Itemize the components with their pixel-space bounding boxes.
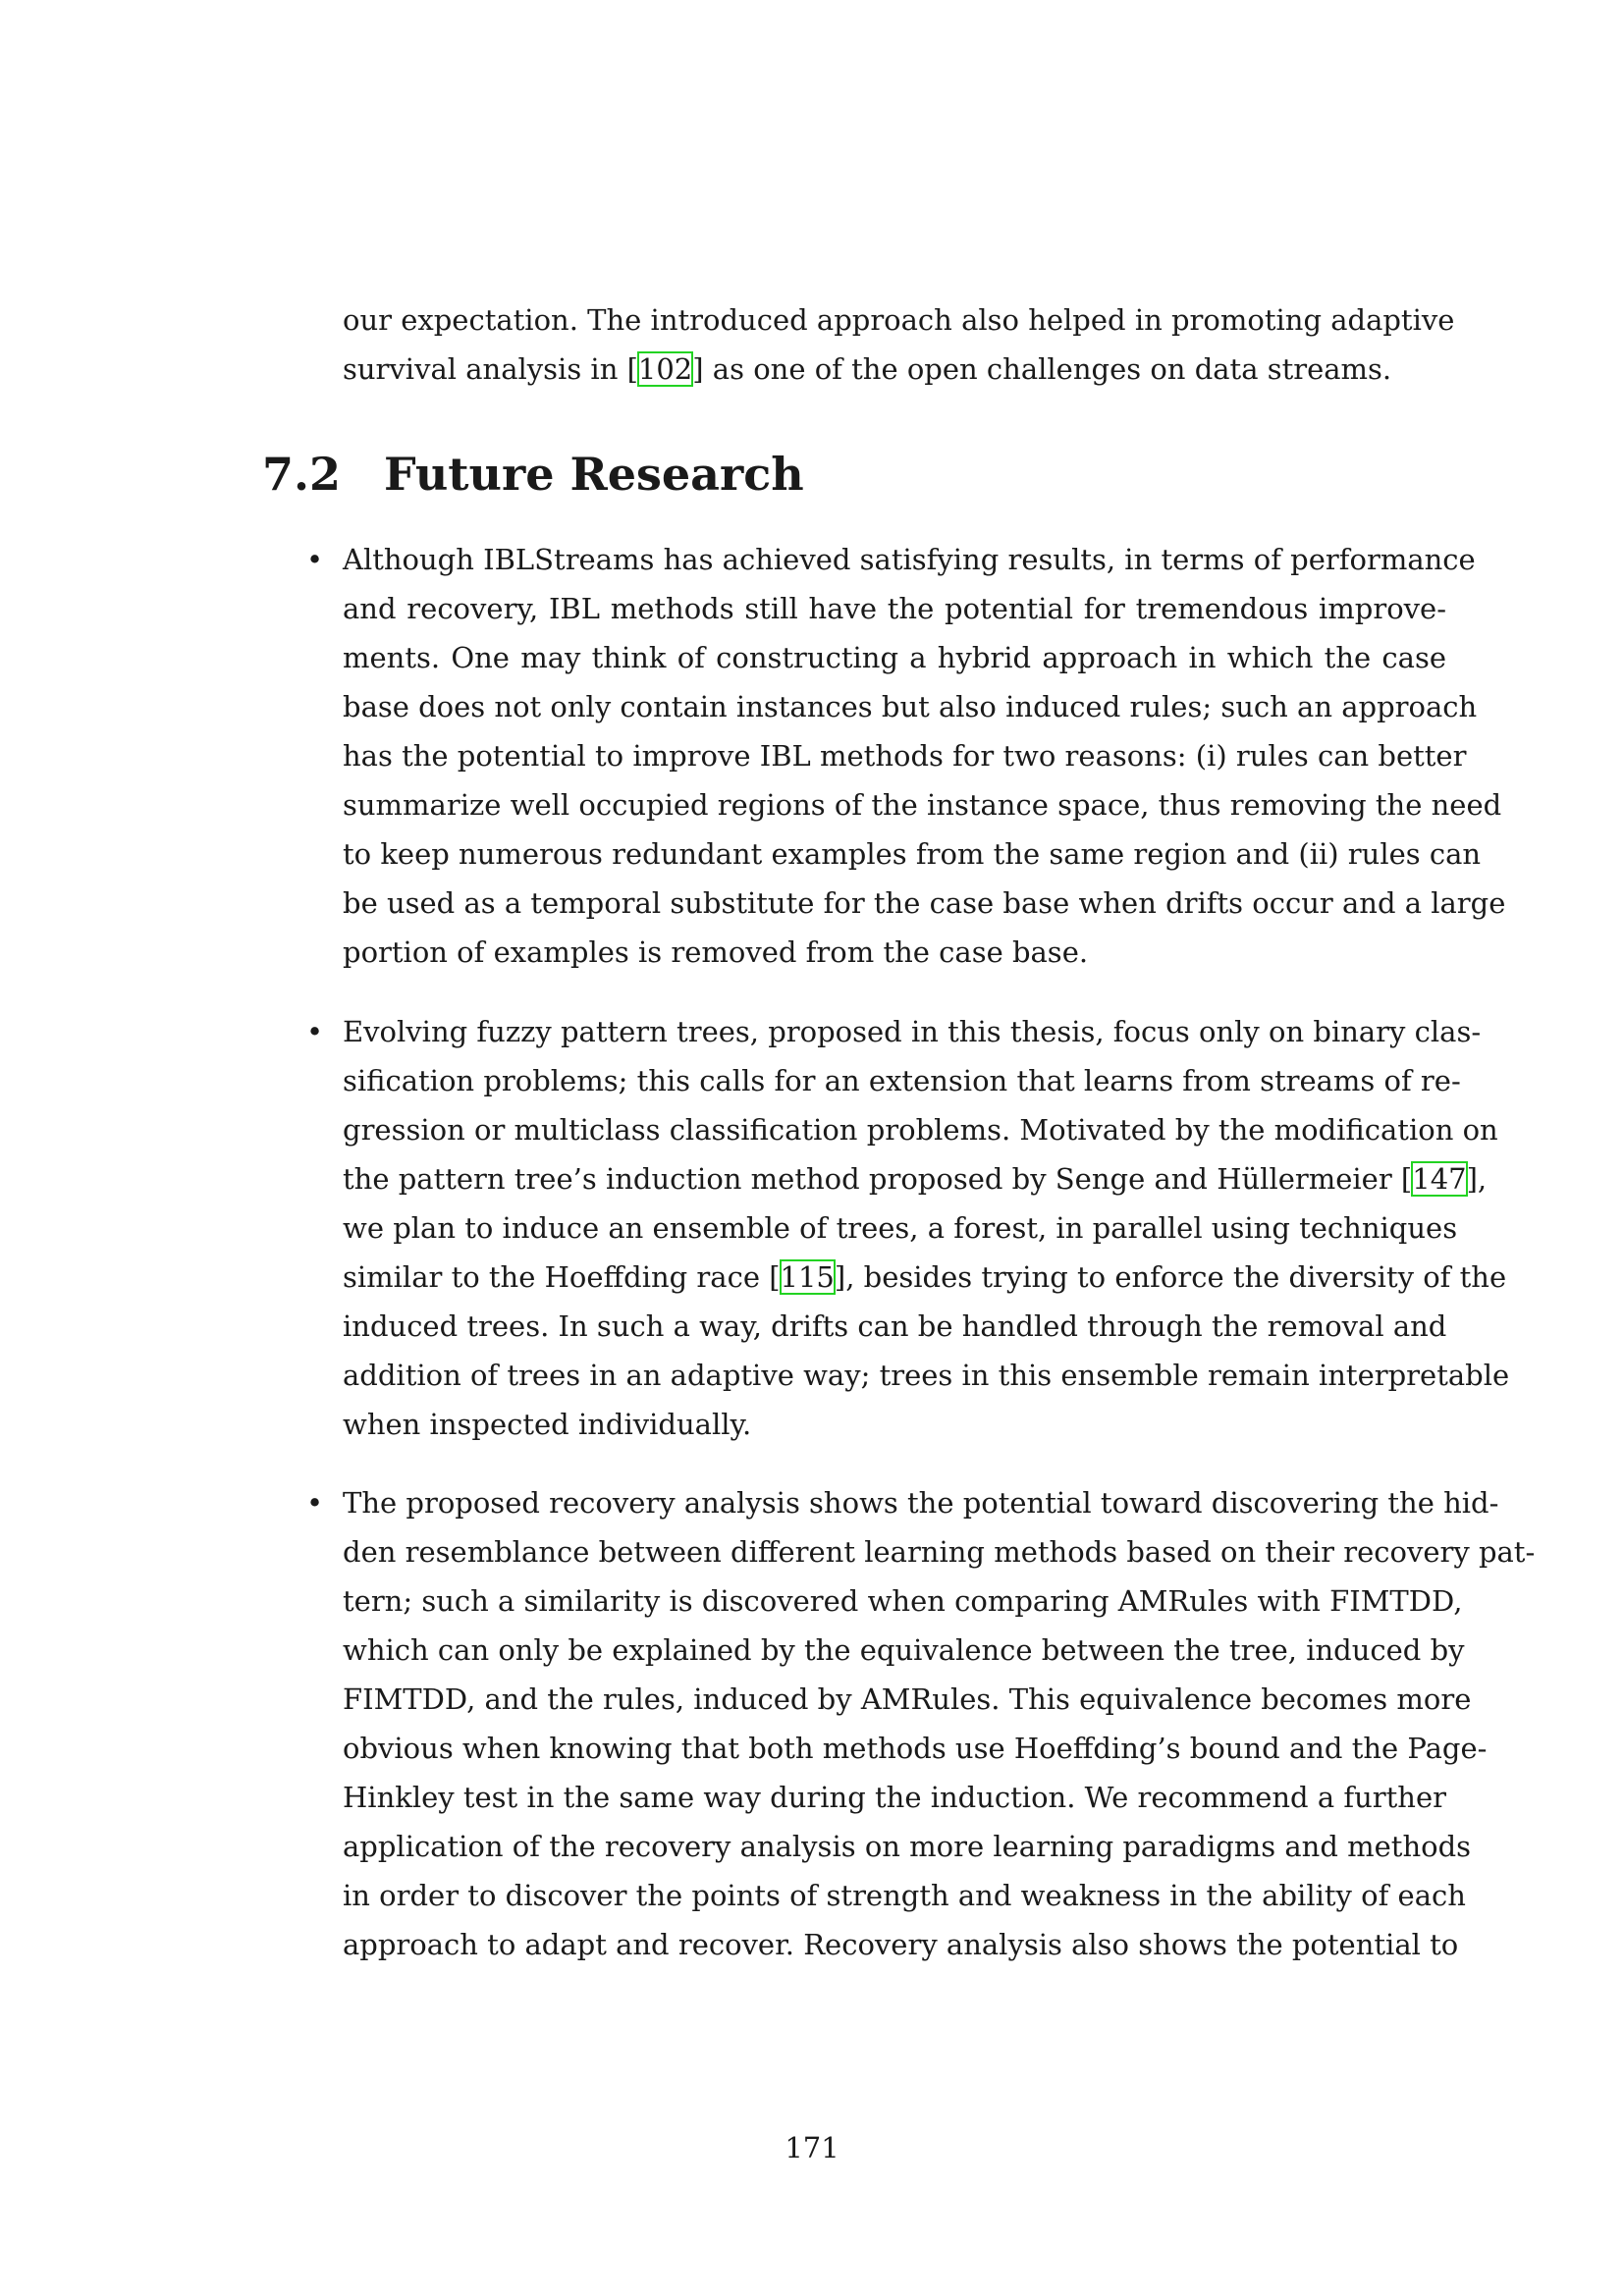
- paragraph-line: ments. One may think of constructing a hybrid approach in which the case: [343, 641, 1446, 674]
- paragraph-line: The proposed recovery analysis shows the potential toward discovering the hid-: [343, 1486, 1499, 1520]
- paragraph-line: application of the recovery analysis on more learning paradigms and methods: [343, 1830, 1472, 1863]
- paragraph-line: [343, 1159, 1488, 1199]
- section-title: Future Research: [384, 448, 804, 501]
- paragraph-line: addition of trees in an adaptive way; trees in this ensemble remain interpretable: [343, 1359, 1510, 1392]
- paragraph-line: base does not only contain instances but also induced rules; such an approach: [343, 690, 1478, 723]
- paragraph-line: induced trees. In such a way, drifts can be handled through the removal and: [343, 1309, 1447, 1343]
- text-run: the pattern tree’s induction method proposed by Senge and Hüllermeier [: [343, 1162, 1413, 1196]
- paragraph-line: gression or multiclass classification problems. Motivated by the modification on: [343, 1113, 1498, 1147]
- paragraph-line: which can only be explained by the equivalence between the tree, induced by: [343, 1633, 1465, 1667]
- paragraph-line: and recovery, IBL methods still have the potential for tremendous improve-: [343, 592, 1446, 625]
- paragraph-line: [343, 1257, 1507, 1297]
- bullet-marker: •: [306, 1015, 324, 1048]
- text-run: ],: [1466, 1162, 1488, 1196]
- paragraph-line: in order to discover the points of strength and weakness in the ability of each: [343, 1879, 1466, 1912]
- paragraph-line: den resemblance between different learning methods based on their recovery pat-: [343, 1535, 1536, 1569]
- paragraph-line: Hinkley test in the same way during the induction. We recommend a further: [343, 1781, 1446, 1814]
- text-run: similar to the Hoeffding race [: [343, 1260, 781, 1294]
- paragraph-line: approach to adapt and recover. Recovery analysis also shows the potential to: [343, 1928, 1459, 1961]
- paragraph-line: [343, 349, 1446, 389]
- paragraph-line: to keep numerous redundant examples from the same region and (ii) rules can: [343, 837, 1482, 871]
- paragraph-line: has the potential to improve IBL methods for two reasons: (i) rules can better: [343, 739, 1467, 773]
- paragraph-line: Evolving fuzzy pattern trees, proposed in this thesis, focus only on binary clas-: [343, 1015, 1482, 1048]
- text-run: ], besides trying to enforce the diversity of the: [834, 1260, 1507, 1294]
- paragraph-line: sification problems; this calls for an extension that learns from streams of re-: [343, 1064, 1461, 1097]
- bullet-marker: •: [306, 543, 324, 576]
- text-run: survival analysis in [: [343, 352, 638, 386]
- section-heading: [262, 447, 804, 502]
- text-run: ] as one of the open challenges on data streams.: [692, 352, 1392, 386]
- bullet-marker: •: [306, 1486, 324, 1520]
- paragraph-line: Although IBLStreams has achieved satisfying results, in terms of performance: [343, 543, 1476, 576]
- citation-link-147[interactable]: 147: [1412, 1162, 1467, 1196]
- paragraph-line: summarize well occupied regions of the instance space, thus removing the need: [343, 788, 1502, 822]
- page-number: 171: [785, 2131, 839, 2164]
- paragraph-line: portion of examples is removed from the case base.: [343, 935, 1089, 969]
- paragraph-line: tern; such a similarity is discovered when comparing AMRules with FIMTDD,: [343, 1584, 1463, 1618]
- section-number: 7.2: [262, 448, 342, 501]
- citation-link-115[interactable]: 115: [780, 1260, 835, 1294]
- paragraph-line: be used as a temporal substitute for the case base when drifts occur and a large: [343, 886, 1506, 920]
- paragraph-line: our expectation. The introduced approach also helped in promoting adaptive: [343, 303, 1455, 337]
- paragraph-line: FIMTDD, and the rules, induced by AMRules. This equivalence becomes more: [343, 1682, 1472, 1716]
- paragraph-line: when inspected individually.: [343, 1408, 752, 1441]
- paragraph-line: we plan to induce an ensemble of trees, a forest, in parallel using techniques: [343, 1211, 1458, 1245]
- citation-link-102[interactable]: 102: [637, 352, 693, 386]
- paragraph-line: obvious when knowing that both methods use Hoeffding’s bound and the Page-: [343, 1732, 1488, 1765]
